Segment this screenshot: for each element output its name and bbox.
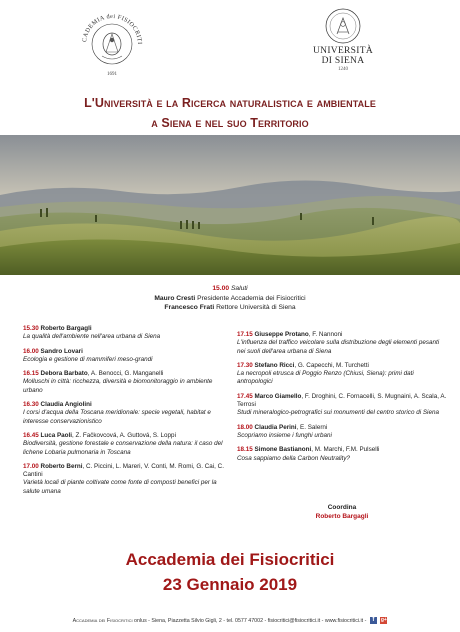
program-item-title: L'influenza del traffico veicolare sulla distribuzione degli elementi pesanti nei suoli dell'area urbana di Siena xyxy=(237,339,440,355)
program-item-speaker: Marco Giamello xyxy=(254,392,302,400)
program-item-title: Scopriamo insieme i funghi urbani xyxy=(237,431,332,439)
program-item-speaker: Simone Bastianoni xyxy=(254,446,312,454)
program-item-time: 16.30 xyxy=(23,401,39,409)
program-item-speaker: Sandro Lovari xyxy=(40,347,83,355)
svg-text:1691: 1691 xyxy=(107,72,117,77)
program-item-speaker: Stefano Ricci xyxy=(254,361,295,369)
academy-seal-icon xyxy=(76,6,148,78)
program-item-head xyxy=(237,393,447,410)
program-item-time: 15.30 xyxy=(23,325,39,332)
footer-text: onlus - Siena, Piazzetta Silvio Gigli, 2 - tel. 0577 47002 - fisiocritici@fisiocritici.it - www.fisiocritici.it - xyxy=(132,617,367,624)
program-item-head xyxy=(23,401,233,409)
program-item-time: 17.15 xyxy=(237,331,253,338)
program-left-column xyxy=(23,325,233,502)
event-date: 23 Gennaio 2019 xyxy=(162,575,298,594)
program-item xyxy=(23,463,233,496)
svg-text:ACCADEMIA dei FISIOCRITICI: CADEMIA dei FISIOCRITI xyxy=(81,12,144,45)
program-item xyxy=(23,325,233,342)
title-line-1: L'Università e la Ricerca naturalistica e ambientale xyxy=(84,96,376,110)
program-item-time: 18.15 xyxy=(237,446,253,454)
program-item-coauthors: , F. Nannoni xyxy=(308,331,343,338)
title-line-2: a Siena e nel suo Territorio xyxy=(151,116,309,130)
program-item-time: 17.30 xyxy=(237,361,253,369)
program-item-title: I corsi d'acqua della Toscana meridionale: specie vegetali, habitat e interesse conservazionistico xyxy=(23,409,211,425)
footer-org: Accademia dei Fisiocritici xyxy=(72,617,133,624)
program-item-head xyxy=(23,348,233,356)
program-item xyxy=(237,424,447,441)
university-logo xyxy=(308,6,378,78)
saluti-person-2-role: Rettore Università di Siena xyxy=(216,304,296,311)
program-item xyxy=(237,393,447,418)
program-item-speaker: Debora Barbato xyxy=(40,370,88,378)
saluti-label: Saluti xyxy=(230,285,248,292)
program-item-head xyxy=(237,362,447,370)
program-item-speaker: Claudia Perini xyxy=(254,423,297,431)
program-item-title: Molluschi in città: ricchezza, diversità e biomonitoraggio in ambiente urbano xyxy=(23,378,213,394)
saluti-person-1-name: Mauro Cresti xyxy=(154,295,196,302)
program-item xyxy=(237,446,447,463)
program-right-column xyxy=(237,331,447,469)
program-item-coauthors: , M. Marchi, F.M. Pulselli xyxy=(311,446,380,454)
program-item-time: 16.45 xyxy=(23,431,39,439)
program-item-head xyxy=(23,463,233,480)
program-item-coauthors: , F. Droghini, C. Fornacelli, S. Mugnaini, A. Scala, A. Terrosi xyxy=(237,392,447,409)
program-item-title: Studi mineralogico-petrografici sui monumenti del centro storico di Siena xyxy=(237,409,439,417)
program-item-time: 17.45 xyxy=(237,392,253,400)
program-item xyxy=(23,401,233,426)
program-item-head xyxy=(23,370,233,378)
program-item xyxy=(237,331,447,356)
program-item xyxy=(23,348,233,365)
program-item-coauthors: , Z. Fačkovcová, A. Guttová, S. Loppi xyxy=(72,431,176,439)
program-item-time: 16.00 xyxy=(23,347,39,355)
program-item-coauthors: , G. Capecchi, M. Turchetti xyxy=(294,361,369,369)
saluti-person-2-name: Francesco Frati xyxy=(164,304,215,311)
university-seal-icon xyxy=(323,6,363,46)
program-item-speaker: Giuseppe Protano xyxy=(254,331,309,338)
program-item-coauthors: , E. Salerni xyxy=(296,423,328,431)
event-organization: Accademia dei Fisiocritici xyxy=(125,550,335,569)
university-year: 1240 xyxy=(338,67,348,72)
program-item-head xyxy=(237,424,447,432)
coordina-block xyxy=(237,503,447,521)
program-item-title: La necropoli etrusca di Poggio Renzo (Chiusi, Siena): primi dati antropologici xyxy=(237,370,414,386)
program-item xyxy=(237,362,447,387)
program-item xyxy=(23,432,233,457)
program-item-title: La qualità dell'ambiente nell'area urbana di Siena xyxy=(23,333,161,341)
program-item xyxy=(23,370,233,395)
saluti-person-1 xyxy=(0,294,460,303)
program-item-speaker: Claudia Angiolini xyxy=(40,401,92,409)
coordina-label: Coordina xyxy=(327,504,357,511)
program-item-speaker: Roberto Bargagli xyxy=(40,325,92,332)
university-name-line2: DI SIENA xyxy=(321,56,365,66)
program-item-title: Cosa sappiamo della Carbon Neutrality? xyxy=(237,454,351,462)
saluti-time: 15.00 xyxy=(212,285,230,292)
program-item-speaker: Luca Paoli xyxy=(40,431,73,439)
program-item-time: 16.15 xyxy=(23,370,39,378)
program-item-head xyxy=(237,446,447,454)
program-item-head xyxy=(237,331,447,339)
program-item-title: Varietà locali di piante coltivate come fonte di composti benefici per la salute umana xyxy=(23,479,217,495)
program-item-head xyxy=(23,432,233,440)
program-item-title: Ecologia e gestione di mammiferi meso-grandi xyxy=(23,355,153,363)
saluti-person-1-role: Presidente Accademia dei Fisiocritici xyxy=(197,295,306,302)
program-item-coauthors: , C. Piccini, L. Mareri, V. Conti, M. Romi, G. Cai, C. Cantini xyxy=(23,462,224,479)
saluti-line xyxy=(0,284,460,293)
program-item-head xyxy=(23,325,233,333)
program-item-time: 17.00 xyxy=(23,462,39,470)
saluti-person-2 xyxy=(0,303,460,312)
program-item-title: Biodiversità, gestione forestale e conservazione della natura: il caso del lichene Lobaria pulmonaria in Toscana xyxy=(23,440,223,456)
facebook-icon[interactable]: f xyxy=(370,617,377,624)
coordina-name: Roberto Bargagli xyxy=(315,513,369,520)
program-item-coauthors: , A. Benocci, G. Manganelli xyxy=(87,370,164,378)
academy-logo xyxy=(76,6,148,78)
program-item-time: 18.00 xyxy=(237,423,253,431)
program-item-speaker: Roberto Berni xyxy=(40,462,83,470)
footer xyxy=(0,617,460,624)
university-name-line1: UNIVERSITÀ xyxy=(313,46,373,56)
landscape-image xyxy=(0,135,460,275)
google-plus-icon[interactable]: g+ xyxy=(380,617,387,623)
